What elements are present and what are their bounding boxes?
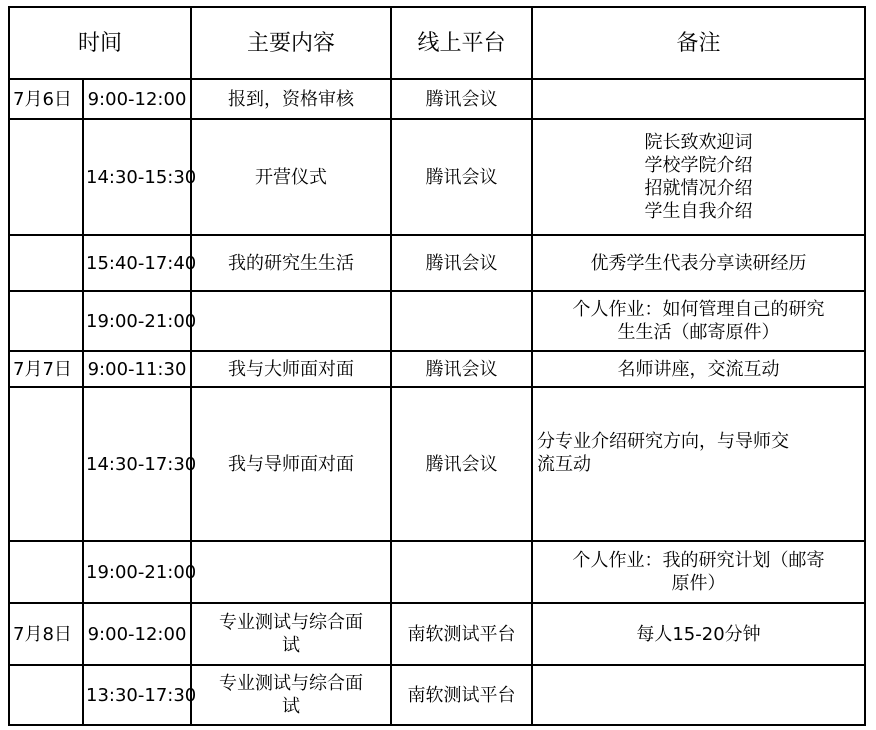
table-row	[9, 235, 865, 291]
time-cell: 13:30-17:30	[83, 665, 191, 725]
content-cell: 我的研究生生活	[191, 235, 391, 291]
time-cell: 9:00-11:30	[83, 351, 191, 387]
date-cell	[9, 291, 83, 351]
time-cell: 14:30-17:30	[83, 387, 191, 541]
header-time: 时间	[9, 7, 191, 79]
remark-line: 流互动	[537, 454, 592, 475]
content-cell	[191, 603, 391, 665]
time-cell: 14:30-15:30	[83, 119, 191, 235]
date-cell	[9, 665, 83, 725]
time-cell: 19:00-21:00	[83, 291, 191, 351]
table-row	[9, 541, 865, 603]
content-cell: 我与导师面对面	[191, 387, 391, 541]
date-cell	[9, 235, 83, 291]
remark-cell	[532, 79, 865, 119]
table-row	[9, 603, 865, 665]
content-cell	[191, 665, 391, 725]
content-line: 试	[282, 696, 301, 717]
content-cell: 报到，资格审核	[191, 79, 391, 119]
platform-cell: 腾讯会议	[391, 235, 532, 291]
time-cell: 9:00-12:00	[83, 79, 191, 119]
header-row	[9, 7, 865, 79]
remark-line: 学生自我介绍	[644, 201, 753, 222]
platform-cell: 腾讯会议	[391, 79, 532, 119]
time-cell: 15:40-17:40	[83, 235, 191, 291]
date-cell	[9, 541, 83, 603]
content-line: 专业测试与综合面	[219, 673, 364, 694]
platform-cell: 腾讯会议	[391, 119, 532, 235]
remark-cell	[532, 291, 865, 351]
content-cell	[191, 541, 391, 603]
remark-line: 院长致欢迎词	[644, 132, 753, 153]
remark-line: 学校学院介绍	[644, 155, 753, 176]
header-remark: 备注	[532, 7, 865, 79]
remark-cell: 每人15-20分钟	[532, 603, 865, 665]
remark-cell	[532, 665, 865, 725]
platform-cell: 腾讯会议	[391, 351, 532, 387]
table-row	[9, 351, 865, 387]
remark-cell	[532, 541, 865, 603]
remark-line: 分专业介绍研究方向，与导师交	[537, 431, 790, 452]
table-row	[9, 119, 865, 235]
time-cell: 19:00-21:00	[83, 541, 191, 603]
platform-cell: 腾讯会议	[391, 387, 532, 541]
platform-cell	[391, 541, 532, 603]
date-cell: 7月8日	[9, 603, 83, 665]
table-row	[9, 665, 865, 725]
header-content: 主要内容	[191, 7, 391, 79]
content-line: 试	[282, 635, 301, 656]
content-cell	[191, 291, 391, 351]
remark-line: 招就情况介绍	[644, 178, 753, 199]
time-cell: 9:00-12:00	[83, 603, 191, 665]
table-row	[9, 387, 865, 541]
header-platform: 线上平台	[391, 7, 532, 79]
platform-cell: 南软测试平台	[391, 603, 532, 665]
schedule-table	[8, 6, 866, 726]
remark-cell	[532, 119, 865, 235]
table-row	[9, 291, 865, 351]
date-cell	[9, 119, 83, 235]
date-cell: 7月6日	[9, 79, 83, 119]
remark-line: 生生活（邮寄原件）	[617, 322, 780, 343]
content-line: 专业测试与综合面	[219, 612, 364, 633]
remark-line: 个人作业：我的研究计划（邮寄	[572, 550, 825, 571]
content-cell: 我与大师面对面	[191, 351, 391, 387]
content-cell: 开营仪式	[191, 119, 391, 235]
remark-line: 个人作业：如何管理自己的研究	[572, 299, 825, 320]
remark-line: 原件）	[671, 573, 726, 594]
date-cell: 7月7日	[9, 351, 83, 387]
platform-cell: 南软测试平台	[391, 665, 532, 725]
remark-cell	[532, 387, 865, 541]
table-row	[9, 79, 865, 119]
remark-cell: 名师讲座，交流互动	[532, 351, 865, 387]
remark-cell: 优秀学生代表分享读研经历	[532, 235, 865, 291]
date-cell	[9, 387, 83, 541]
platform-cell	[391, 291, 532, 351]
